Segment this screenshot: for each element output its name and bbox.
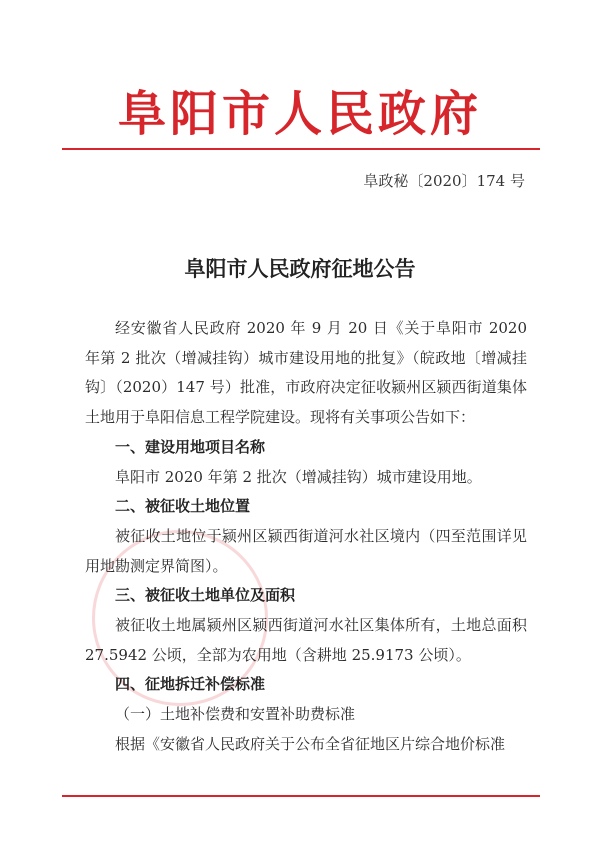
section-3-text: 被征收土地属颍州区颍西街道河水社区集体所有，土地总面积 27.5942 公顷，全部为农用地（含耕地 25.9173 公顷）。 [85, 616, 527, 664]
section-2-text: 被征收土地位于颍州区颍西街道河水社区境内（四至范围详见用地勘测定界简图）。 [85, 526, 527, 575]
document-body [85, 314, 527, 760]
intro-paragraph: 经安徽省人民政府 2020 年 9 月 20 日《关于阜阳市 2020 年第 2 批次（增减挂钩）城市建设用地的批复》（皖政地〔增减挂钩〕（2020）147 号）批准，市政府决定征收颍州区颍西街道集体土地用于阜阳信息工程学院建设。现将有关事项公告如下： [85, 319, 527, 427]
section-4-heading: 四、征地拆迁补偿标准 [115, 675, 266, 694]
section-1-heading: 一、建设用地项目名称 [115, 437, 266, 456]
masthead-organization: 阜阳市人民政府 [117, 86, 482, 142]
section-1-text: 阜阳市 2020 年第 2 批次（增减挂钩）城市建设用地。 [115, 467, 482, 486]
section-4-text: 根据《安徽省人民政府关于公布全省征地区片综合地价标准 [115, 734, 506, 753]
document-number: 阜政秘〔2020〕174 号 [363, 172, 525, 190]
page-title: 阜阳市人民政府征地公告 [184, 257, 416, 281]
section-4-subheading: （一）土地补偿费和安置补助费标准 [115, 705, 356, 724]
section-2-heading: 二、被征收土地位置 [115, 497, 251, 516]
section-3-heading: 三、被征收土地单位及面积 [115, 586, 296, 605]
masthead-red-rule [62, 148, 540, 150]
footer-red-rule [62, 795, 540, 797]
